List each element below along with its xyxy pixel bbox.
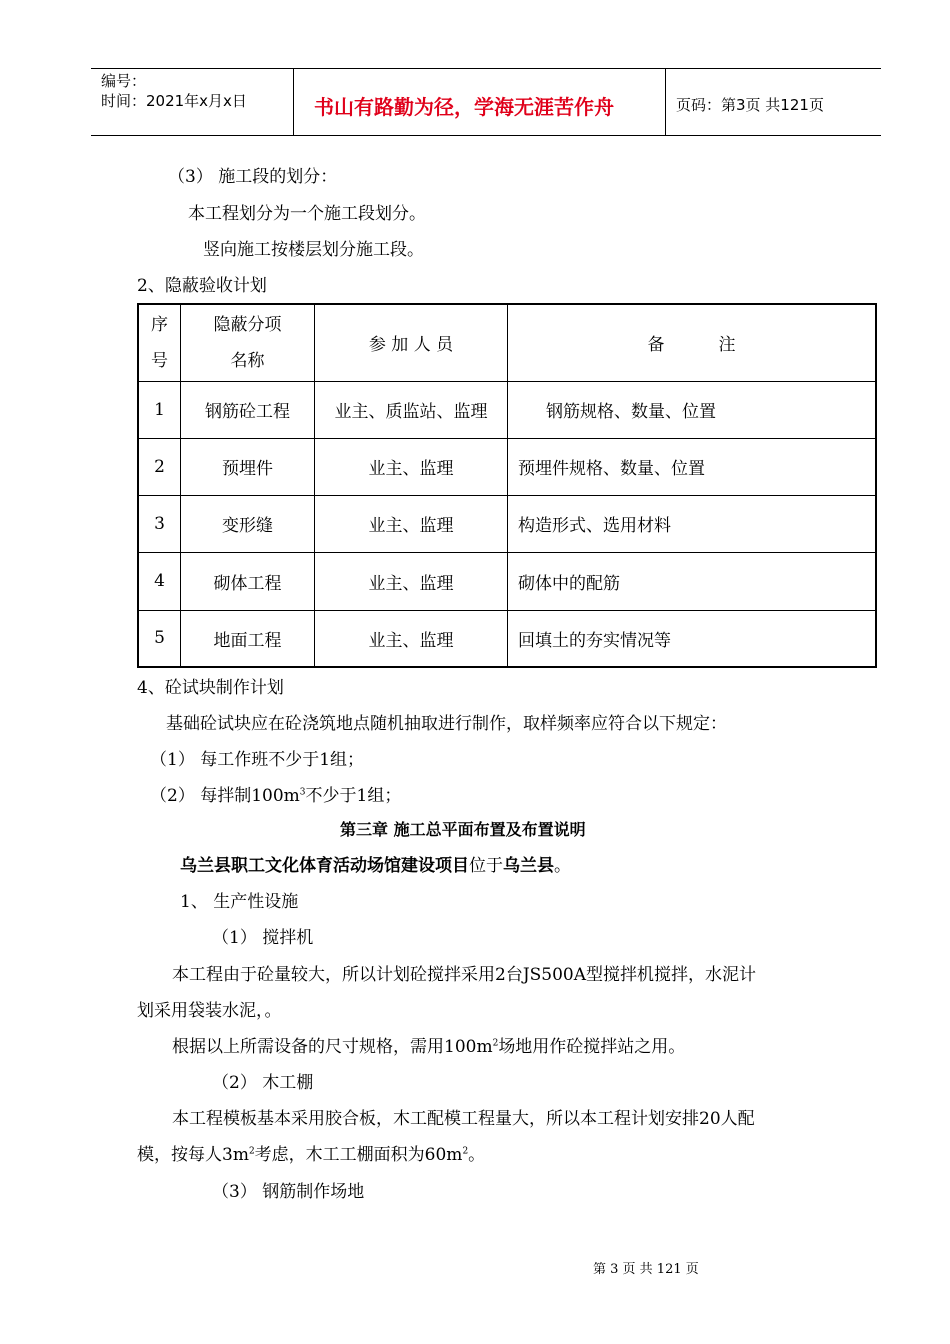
row4-people: 业主、监理: [315, 552, 508, 610]
header-divider-right: [665, 68, 666, 136]
row3-remarks: 构造形式、选用材料: [508, 495, 877, 552]
wood-shed-sup1: 2: [248, 1146, 255, 1157]
project-county: 乌兰县: [503, 856, 554, 876]
test-block-item1: （1） 每工作班不少于1组；: [150, 750, 365, 770]
test-block-item2: [150, 781, 401, 806]
row5-name: 地面工程: [181, 610, 315, 667]
wood-shed-paragraph1: 本工程模板基本采用胶合板，木工配模工程量大，所以本工程计划安排20人配: [172, 1109, 755, 1129]
mixer-paragraph2-text: 根据以上所需设备的尺寸规格，需用100m: [172, 1037, 493, 1057]
table-row: [138, 552, 876, 610]
mixer-paragraph2-sup: 2: [492, 1038, 499, 1049]
mixer-paragraph2: [172, 1032, 685, 1057]
mixer-paragraph1: 本工程由于砼量较大，所以计划砼搅拌采用2台JS500A型搅拌机搅拌，水泥计: [172, 965, 757, 985]
row1-seq: 1: [138, 381, 181, 438]
row5-seq: 5: [138, 610, 181, 667]
row2-remarks: 预埋件规格、数量、位置: [508, 438, 877, 495]
construction-section-heading: （3） 施工段的划分：: [168, 167, 338, 187]
wood-shed-text-a: 模，按每人3m: [137, 1145, 249, 1165]
row2-name: 预埋件: [181, 438, 315, 495]
row2-people: 业主、监理: [315, 438, 508, 495]
wood-shed-sup2: 2: [462, 1146, 469, 1157]
project-period: 。: [554, 856, 571, 876]
construction-section-line1: 本工程划分为一个施工段划分。: [188, 204, 426, 224]
page-footer: 第 3 页 共 121 页: [593, 1262, 699, 1277]
project-name: 乌兰县职工文化体育活动场馆建设项目: [180, 856, 469, 876]
row1-people: 业主、质监站、监理: [315, 381, 508, 438]
header-seq-line1: 序: [151, 314, 168, 335]
wood-shed-text-b: 考虑，木工工棚面积为60m: [254, 1145, 463, 1165]
mixer-paragraph1-cont: 划采用袋装水泥，。: [137, 1001, 282, 1021]
table-row: [138, 495, 876, 552]
header-seq-line2: 号: [151, 350, 168, 371]
header-number-label: 编号：: [101, 72, 147, 90]
project-location: [180, 851, 571, 876]
wood-shed-paragraph2: [137, 1140, 485, 1165]
mixer-paragraph2-tail: 场地用作砼搅拌站之用。: [498, 1037, 686, 1057]
test-block-intro: 基础砼试块应在砼浇筑地点随机抽取进行制作，取样频率应符合以下规定：: [166, 714, 727, 734]
header-top-rule: [91, 68, 881, 69]
hidden-inspection-title: 2、隐蔽验收计划: [137, 276, 267, 296]
header-people: 参 加 人 员: [315, 304, 508, 381]
row4-name: 砌体工程: [181, 552, 315, 610]
facilities-title: 1、 生产性设施: [180, 892, 299, 912]
row4-remarks: 砌体中的配筋: [508, 552, 877, 610]
header-time-label: 时间：2021年x月x日: [101, 92, 247, 110]
row3-name: 变形缝: [181, 495, 315, 552]
row4-seq: 4: [138, 552, 181, 610]
header-remarks: 备 注: [508, 304, 877, 381]
wood-shed-title: （2） 木工棚: [212, 1073, 314, 1093]
hidden-inspection-table: [137, 303, 877, 668]
test-block-item2-sup: 3: [299, 787, 306, 798]
steel-area-title: （3） 钢筋制作场地: [212, 1182, 365, 1202]
project-location-mid: 位于: [469, 856, 503, 876]
chapter-title: 第三章 施工总平面布置及布置说明: [340, 820, 586, 839]
test-block-item2-text: （2） 每拌制100m: [150, 786, 300, 806]
header-name-line2: 名称: [230, 350, 265, 371]
row5-people: 业主、监理: [315, 610, 508, 667]
mixer-title: （1） 搅拌机: [212, 928, 314, 948]
header-name: [181, 304, 315, 381]
row3-people: 业主、监理: [315, 495, 508, 552]
table-row: [138, 610, 876, 667]
table-row: [138, 381, 876, 438]
row5-remarks: 回填土的夯实情况等: [508, 610, 877, 667]
row3-seq: 3: [138, 495, 181, 552]
table-header-row: [138, 304, 876, 381]
header-name-line1: 隐蔽分项: [213, 314, 282, 335]
construction-section-line2: 竖向施工按楼层划分施工段。: [203, 240, 424, 260]
test-block-title: 4、砼试块制作计划: [137, 678, 284, 698]
header-bottom-rule: [91, 135, 881, 136]
row2-seq: 2: [138, 438, 181, 495]
test-block-item2-tail: 不少于1组；: [305, 786, 402, 806]
wood-shed-text-c: 。: [468, 1145, 486, 1165]
header-motto: 书山有路勤为径，学海无涯苦作舟: [314, 95, 614, 119]
header-page-info: 页码：第3页 共121页: [676, 96, 824, 114]
row1-name: 钢筋砼工程: [181, 381, 315, 438]
header-seq: [138, 304, 181, 381]
row1-remarks: 钢筋规格、数量、位置: [508, 381, 877, 438]
header-divider-left: [293, 68, 294, 136]
table-row: [138, 438, 876, 495]
